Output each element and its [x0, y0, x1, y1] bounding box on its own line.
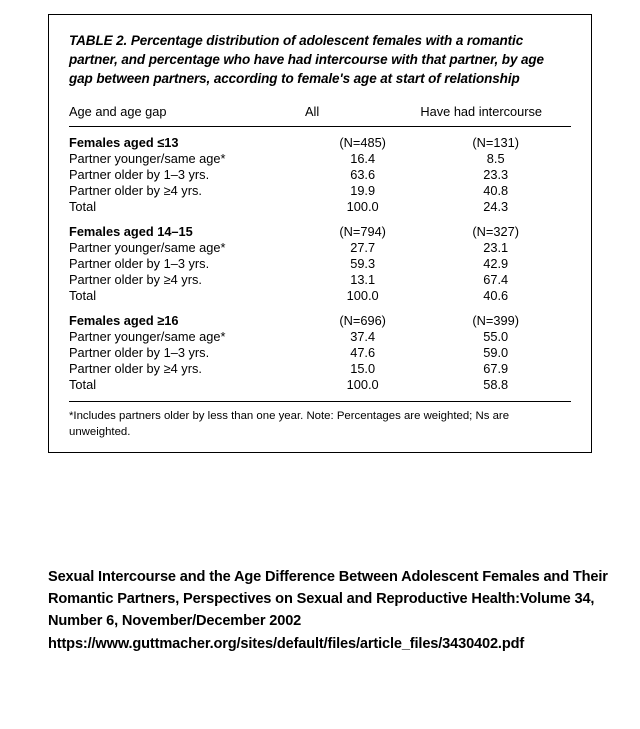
row-label: Partner older by 1–3 yrs.	[69, 345, 210, 361]
row-value-intercourse: 8.5	[486, 151, 505, 167]
table-header-row	[69, 104, 571, 127]
group-n-intercourse: (N=399)	[472, 313, 519, 329]
table-body	[69, 127, 571, 395]
caption-text: Sexual Intercourse and the Age Difference Between Adolescent Females and Their Romantic Partners, Perspectives on Sexual and Reproductive Health:Volume 34, Number 6, November/December 2002	[48, 569, 608, 630]
row-value-intercourse: 59.0	[483, 345, 509, 361]
row-label: Partner younger/same age*	[69, 151, 226, 167]
row-value-all: 16.4	[350, 151, 376, 167]
row-value-all: 37.4	[350, 329, 376, 345]
row-label: Partner older by 1–3 yrs.	[69, 167, 210, 183]
group-label: Females aged ≥16	[69, 313, 179, 329]
table-row	[69, 199, 571, 217]
row-value-all: 13.1	[350, 272, 376, 288]
row-label: Total	[69, 199, 97, 215]
row-value-all: 27.7	[350, 240, 376, 256]
table-footnote: *Includes partners older by less than one year. Note: Percentages are weighted; Ns are unweighted.	[69, 410, 510, 438]
table-row	[69, 151, 571, 167]
row-value-all: 100.0	[346, 199, 379, 215]
row-label: Total	[69, 288, 97, 304]
group-n-all: (N=485)	[339, 135, 386, 151]
column-header-all: All	[305, 104, 420, 127]
row-label: Partner older by ≥4 yrs.	[69, 361, 202, 377]
table-row	[69, 377, 571, 395]
row-value-intercourse: 40.8	[483, 183, 509, 199]
row-value-all: 19.9	[350, 183, 376, 199]
table-title: TABLE 2. Percentage distribution of adolescent females with a romantic partner, and percentage who have had intercourse with that partner, by age gap between partners, according to female's age at start of relationship	[69, 33, 544, 87]
row-label: Total	[69, 377, 97, 393]
table-footer-rule	[69, 401, 571, 439]
table-row	[69, 329, 571, 345]
group-n-intercourse: (N=327)	[472, 224, 519, 240]
table-row	[69, 361, 571, 377]
table-row	[69, 288, 571, 306]
caption-url[interactable]: https://www.guttmacher.org/sites/default/files/article_files/3430402.pdf	[48, 635, 525, 652]
row-value-intercourse: 67.9	[483, 361, 509, 377]
row-value-intercourse: 40.6	[483, 288, 509, 304]
row-value-intercourse: 24.3	[483, 199, 509, 215]
group-n-intercourse: (N=131)	[472, 135, 519, 151]
row-label: Partner older by ≥4 yrs.	[69, 183, 202, 199]
row-value-all: 15.0	[350, 361, 376, 377]
column-header-row-label: Age and age gap	[69, 104, 305, 127]
table-row	[69, 183, 571, 199]
group-label: Females aged ≤13	[69, 135, 179, 151]
row-label: Partner older by ≥4 yrs.	[69, 272, 202, 288]
row-label: Partner younger/same age*	[69, 240, 226, 256]
row-value-intercourse: 67.4	[483, 272, 509, 288]
table-row	[69, 305, 571, 329]
row-value-intercourse: 42.9	[483, 256, 509, 272]
data-table	[69, 104, 571, 394]
table-row	[69, 240, 571, 256]
table-row	[69, 345, 571, 361]
group-n-all: (N=794)	[339, 224, 386, 240]
table-row	[69, 127, 571, 151]
row-value-all: 100.0	[346, 288, 379, 304]
row-value-all: 47.6	[350, 345, 376, 361]
row-label: Partner older by 1–3 yrs.	[69, 256, 210, 272]
row-value-all: 100.0	[346, 377, 379, 393]
table-row	[69, 256, 571, 272]
row-value-intercourse: 58.8	[483, 377, 509, 393]
row-value-all: 63.6	[350, 167, 376, 183]
group-label: Females aged 14–15	[69, 224, 193, 240]
row-label: Partner younger/same age*	[69, 329, 226, 345]
table-row	[69, 167, 571, 183]
group-n-all: (N=696)	[339, 313, 386, 329]
row-value-intercourse: 23.1	[483, 240, 509, 256]
row-value-intercourse: 23.3	[483, 167, 509, 183]
column-header-intercourse: Have had intercourse	[420, 104, 571, 127]
table-container	[48, 14, 592, 453]
source-caption	[48, 566, 618, 655]
table-row	[69, 216, 571, 240]
row-value-intercourse: 55.0	[483, 329, 509, 345]
row-value-all: 59.3	[350, 256, 376, 272]
table-head	[69, 104, 571, 127]
table-row	[69, 272, 571, 288]
